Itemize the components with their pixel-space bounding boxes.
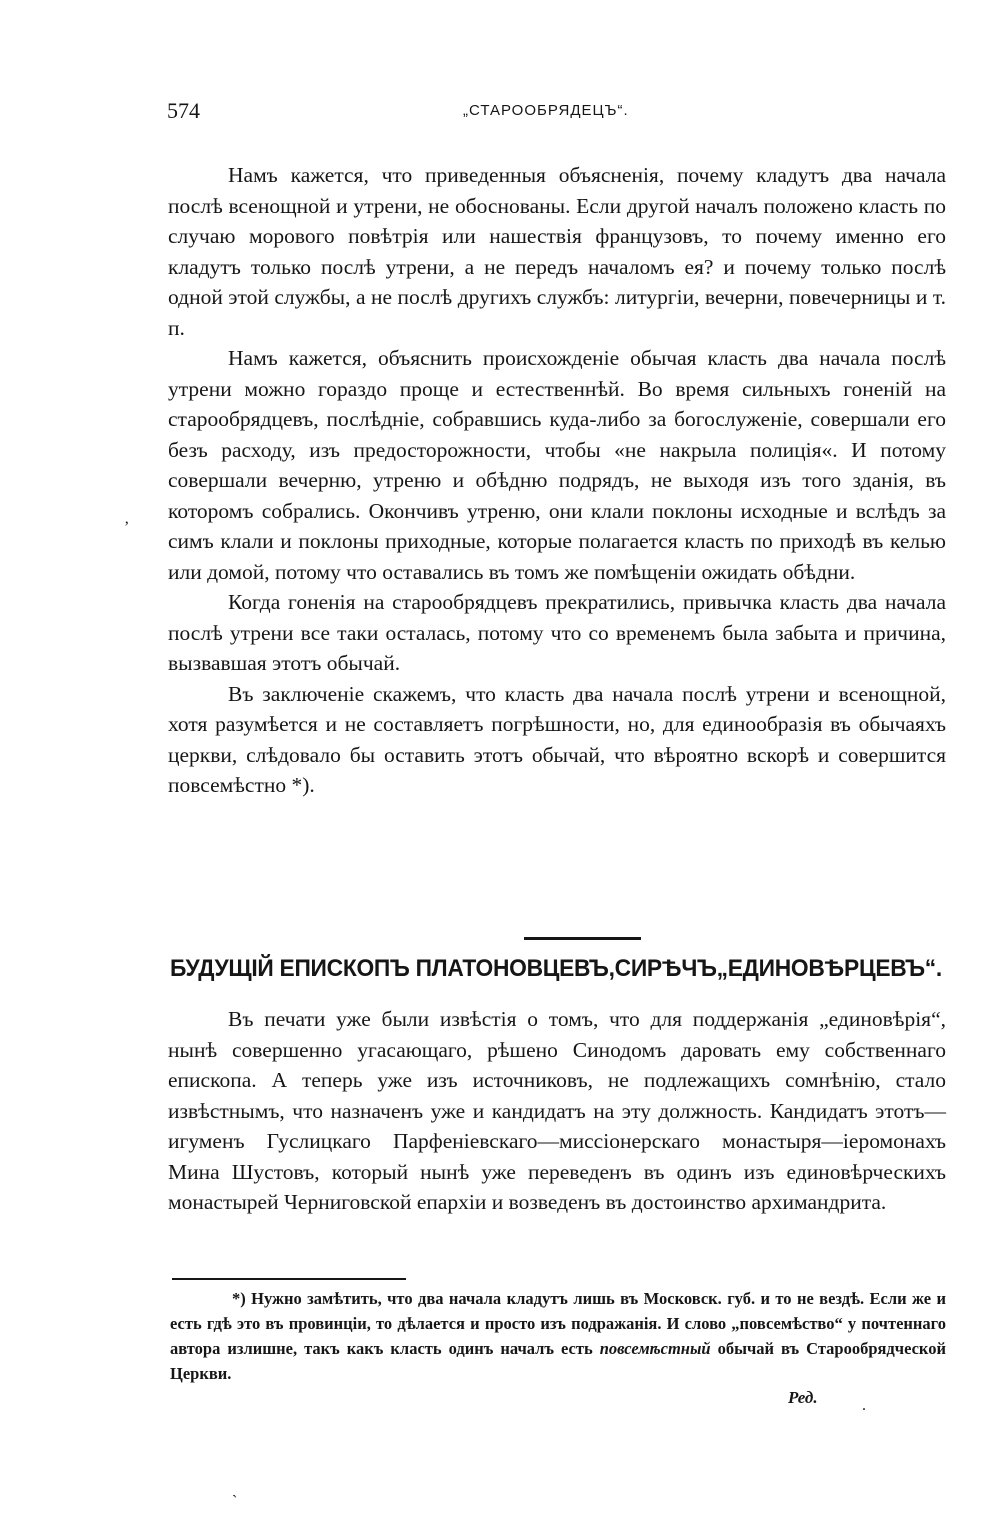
- paragraph: Намъ кажется, что приведенныя объясненія, почему кладутъ два начала послѣ всенощной и утрени, не обоснованы. Если другой началъ положено класть по случаю морового повѣтрія или нашествія французовъ, то почему именно его кладутъ только послѣ утрени, а не передъ началомъ ея? и почему только послѣ одной этой службы, а не послѣ другихъ службъ: литургіи, вечерни, повечерницы и т. п.: [168, 163, 946, 340]
- scan-speck: ˋ: [232, 1493, 238, 1510]
- footnote-text: [170, 1286, 946, 1386]
- scan-speck: ʼ: [124, 519, 130, 536]
- section-heading: БУДУЩІЙ ЕПИСКОПЪ ПЛАТОНОВЦЕВЪ,СИРѢЧЪ„ЕДИНОВѢРЦЕВЪ“.: [170, 955, 942, 982]
- article-1-body: [168, 160, 946, 801]
- page-number: 574: [167, 98, 200, 123]
- running-title: „СТАРООБРЯДЕЦЪ“.: [463, 102, 629, 119]
- scan-speck: .: [862, 1397, 866, 1414]
- paragraph: Въ заключеніе скажемъ, что класть два начала послѣ утрени и всенощной, хотя разумѣется и не составляетъ погрѣшности, но, для единообразія въ обычаяхъ церкви, слѣдовало бы оставить этотъ обычай, что вѣроятно вскорѣ и совершится повсемѣстно *).: [168, 681, 946, 797]
- footnote: [170, 1286, 946, 1386]
- footnote-text-start: *) Нужно замѣтить, что два начала кладутъ лишь въ Московск. губ. и то не вездѣ. Если же и есть гдѣ это въ провинціи, то дѣлается и просто изъ подражанія. И слово „повсемѣство“ у почтеннаго автора излишне, такъ какъ класть одинъ началъ есть: [170, 1289, 946, 1358]
- footnote-text-end: обычай въ Старообрядческой Церкви.: [170, 1339, 946, 1383]
- editor-signature: Ред.: [788, 1388, 818, 1407]
- paragraph: Намъ кажется, объяснить происхожденіе обычая класть два начала послѣ утрени можно гораздо проще и естественнѣй. Во время сильныхъ гоненій на старообрядцевъ, послѣдніе, собравшись куда-либо за богослуженіе, совершали его безъ расходу, изъ предосторожности, чтобы «не накрыла полиція«. И потому совершали вечерню, утреню и обѣдню подрядъ, не выходя изъ того зданія, въ которомъ собрались. Окончивъ утреню, они клали поклоны исходные и вслѣдъ за симъ клали и поклоны приходные, которые полагается класть по приходѣ въ келью или домой, потому что оставались въ томъ же помѣщеніи ожидать обѣдни.: [168, 346, 946, 584]
- paragraph: Въ печати уже были извѣстія о томъ, что для поддержанія „единовѣрія“, нынѣ совершенно угасающаго, рѣшено Синодомъ даровать ему собственнаго епископа. А теперь уже изъ источниковъ, не подлежащихъ сомнѣнію, стало извѣстнымъ, что назначенъ уже и кандидатъ на эту должность. Кандидатъ этотъ—игуменъ Гуслицкаго Парфеніевскаго—миссіонерскаго монастыря—іеромонахъ Мина Шустовъ, который нынѣ уже переведенъ въ одинъ изъ единовѣрческихъ монастырей Черниговской епархіи и возведенъ въ достоинство архимандрита.: [168, 1007, 946, 1214]
- article-2-body: [168, 1004, 946, 1218]
- footnote-emphasis: повсемѣстный: [599, 1339, 711, 1358]
- section-divider: [524, 937, 641, 940]
- footnote-divider: [172, 1278, 406, 1280]
- paragraph: Когда гоненія на старообрядцевъ прекратились, привычка класть два начала послѣ утрени все таки осталась, потому что со временемъ была забыта и причина, вызвавшая этотъ обычай.: [168, 590, 946, 675]
